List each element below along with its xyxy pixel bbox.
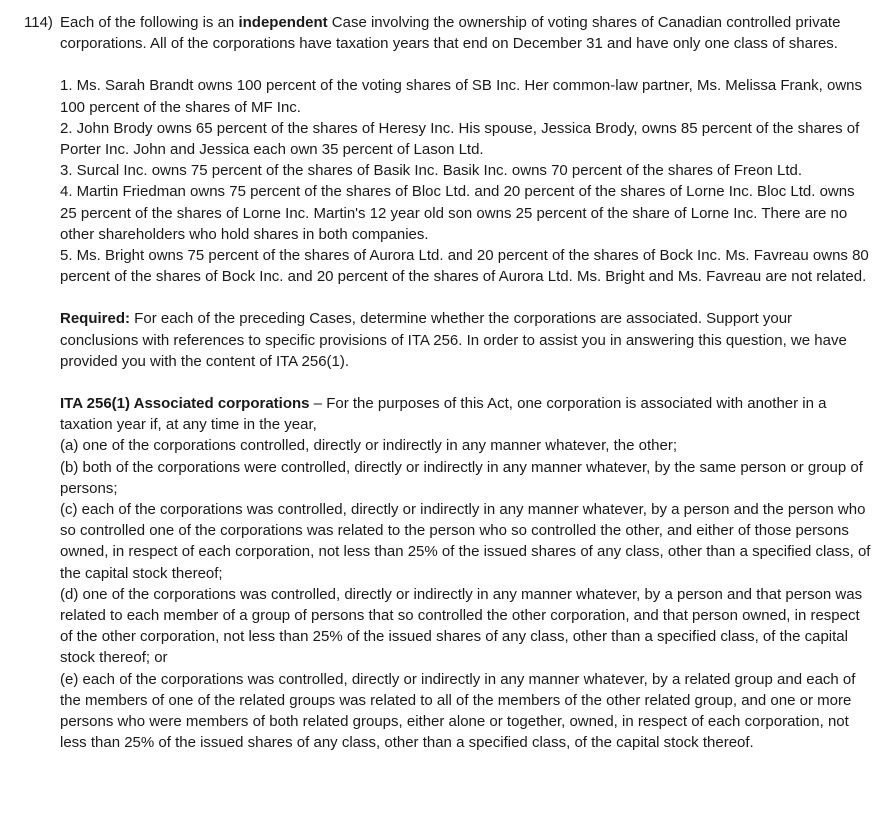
intro-text-start: Each of the following is an [60,14,239,31]
spacer [60,54,874,75]
case-item: 2. John Brody owns 65 percent of the shares of Heresy Inc. His spouse, Jessica Brody, owns 85 percent of the shares of Porter Inc. John and Jessica each own 35 percent of Lason Ltd. [60,119,860,159]
statute-intro [60,393,874,435]
required-paragraph [60,308,874,372]
intro-bold-word: independent [238,14,328,31]
spacer [60,372,874,393]
statute-clause: (d) one of the corporations was controlled, directly or indirectly in any manner whatever, by a person and that person was related to each member of a group of persons that so controlled the other corporation, and that person owned, in respect of the other corporation, not less than 25% of the issued shares of any class, other than a specified class, of the capital stock thereof; or [60,585,863,667]
statute-block [60,393,874,753]
intro-text-end: Case involving the ownership of voting shares of Canadian controlled private corporations. All of the corporations have taxation years that end on December 31 and have only one class of shares. [60,14,841,53]
required-label: Required: [60,310,131,328]
question-number: 114) [24,14,53,31]
statute-clause: (b) both of the corporations were controlled, directly or indirectly in any manner whatever, by the same person or group of persons; [60,458,863,497]
case-list [60,75,874,287]
statute-clause: (c) each of the corporations was controlled, directly or indirectly in any manner whatever, by a person and the person who so controlled one of the corporations was related to the person who so controlled the other, and either of those persons owned, in respect of each corporation, not less than 25% of the issued shares of any class, other than a specified class, of the capital stock thereof; [60,501,871,582]
question-body [60,12,874,754]
statute-clause: (a) one of the corporations controlled, directly or indirectly in any manner whatever, the other; [60,437,677,455]
spacer [60,287,874,308]
question-intro [60,12,874,54]
statute-intro-text: – For the purposes of this Act, one corporation is associated with another in a taxation year if, at any time in the year, [60,395,827,434]
question-block [24,12,874,754]
statute-heading: ITA 256(1) Associated corporations [60,395,310,413]
statute-clause: (e) each of the corporations was controlled, directly or indirectly in any manner whatever, by a related group and each of the members of one of the related groups was related to all of the members of the other related group, and one or more persons who were members of both related groups, either alone or together, owned, in respect of each corporation, not less than 25% of the issued shares of any class, other than a specified class, of the capital stock thereof. [60,670,856,752]
case-item: 5. Ms. Bright owns 75 percent of the shares of Aurora Ltd. and 20 percent of the shares of Bock Inc. Ms. Favreau owns 80 percent of the shares of Bock Inc. and 20 percent of the shares of Aurora Ltd. Ms. Bright and Ms. Favreau are not related. [60,247,869,286]
required-text: For each of the preceding Cases, determine whether the corporations are associated. Support your conclusions with references to specific provisions of ITA 256. In order to assist you in answering this question, we have provided you with the content of ITA 256(1). [60,310,847,370]
case-item: 3. Surcal Inc. owns 75 percent of the shares of Basik Inc. Basik Inc. owns 70 percent of the shares of Freon Ltd. [60,162,803,180]
case-item: 1. Ms. Sarah Brandt owns 100 percent of the voting shares of SB Inc. Her common-law partner, Ms. Melissa Frank, owns 100 percent of the shares of MF Inc. [60,77,863,116]
case-item: 4. Martin Friedman owns 75 percent of the shares of Bloc Ltd. and 20 percent of the shares of Lorne Inc. Bloc Ltd. owns 25 percent of the shares of Lorne Inc. Martin's 12 year old son owns 25 percent of the share of Lorne Inc. There are no other shareholders who hold shares in both companies. [60,183,855,243]
